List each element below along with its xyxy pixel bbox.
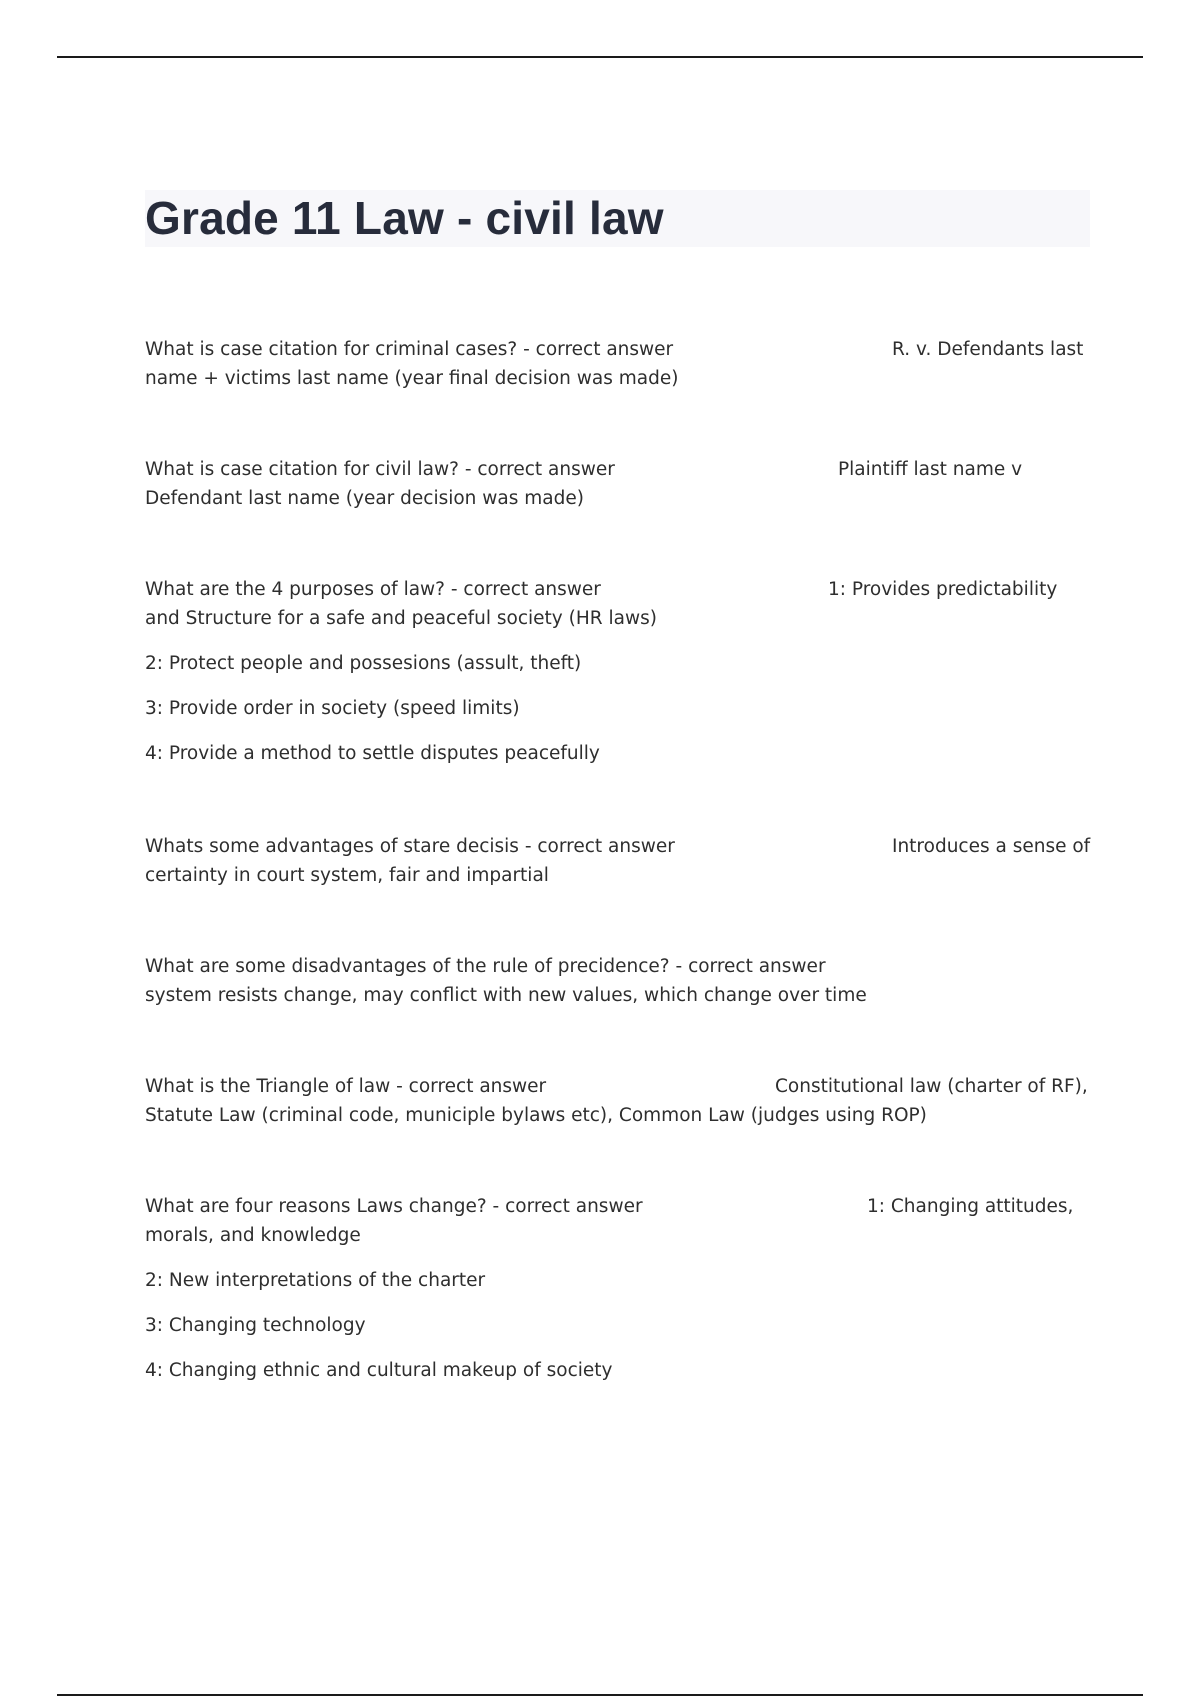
qa-first-line xyxy=(145,575,1085,604)
answer-continuation: Defendant last name (year decision was made) xyxy=(145,488,584,509)
answer-continuation: and Structure for a safe and peaceful society (HR laws) xyxy=(145,608,657,629)
qa-card-3 xyxy=(145,575,1085,768)
answer-head: Plaintiff last name v xyxy=(838,459,1023,480)
qa-card-4 xyxy=(145,832,1091,890)
qa-card-6 xyxy=(145,1072,1088,1130)
question-text: Whats some advantages of stare decisis - correct answer xyxy=(145,836,675,857)
answer-head: Constitutional law (charter of RF), xyxy=(775,1076,1088,1097)
qa-first-line xyxy=(145,952,1085,981)
question-text: What are some disadvantages of the rule of precidence? - correct answer xyxy=(145,956,826,977)
qa-card-2 xyxy=(145,455,1085,513)
answer-continuation: Statute Law (criminal code, municiple bylaws etc), Common Law (judges using ROP) xyxy=(145,1105,927,1126)
qa-card-7 xyxy=(145,1192,1085,1385)
question-text: What is case citation for civil law? - correct answer xyxy=(145,459,615,480)
question-text: What is case citation for criminal cases? - correct answer xyxy=(145,339,674,360)
answer-head: 1: Provides predictability xyxy=(828,579,1058,600)
top-rule xyxy=(57,56,1143,58)
answer-list-item: 3: Provide order in society (speed limits) xyxy=(145,698,520,719)
qa-card-5 xyxy=(145,952,1085,1010)
question-text: What are four reasons Laws change? - correct answer xyxy=(145,1196,643,1217)
answer-head: 1: Changing attitudes, xyxy=(867,1196,1074,1217)
question-text: What is the Triangle of law - correct answer xyxy=(145,1076,547,1097)
qa-first-line xyxy=(145,335,1085,364)
answer-head: Introduces a sense of xyxy=(892,836,1091,857)
answer-list-item: 2: Protect people and possesions (assult, theft) xyxy=(145,653,582,674)
qa-first-line xyxy=(145,1072,1088,1101)
answer-continuation: system resists change, may conflict with new values, which change over time xyxy=(145,985,867,1006)
answer-continuation: morals, and knowledge xyxy=(145,1225,361,1246)
qa-first-line xyxy=(145,832,1091,861)
qa-first-line xyxy=(145,1192,1085,1221)
qa-first-line xyxy=(145,455,1085,484)
answer-list-item: 3: Changing technology xyxy=(145,1315,366,1336)
bottom-rule xyxy=(57,1694,1143,1696)
answer-continuation: certainty in court system, fair and impartial xyxy=(145,865,549,886)
question-text: What are the 4 purposes of law? - correct answer xyxy=(145,579,601,600)
answer-list-item: 4: Changing ethnic and cultural makeup of society xyxy=(145,1360,613,1381)
answer-list-item: 4: Provide a method to settle disputes peacefully xyxy=(145,743,600,764)
answer-list-item: 2: New interpretations of the charter xyxy=(145,1270,486,1291)
answer-head: R. v. Defendants last xyxy=(892,339,1084,360)
answer-continuation: name + victims last name (year final decision was made) xyxy=(145,368,679,389)
qa-card-1 xyxy=(145,335,1085,393)
document-title: Grade 11 Law - civil law xyxy=(145,192,664,244)
